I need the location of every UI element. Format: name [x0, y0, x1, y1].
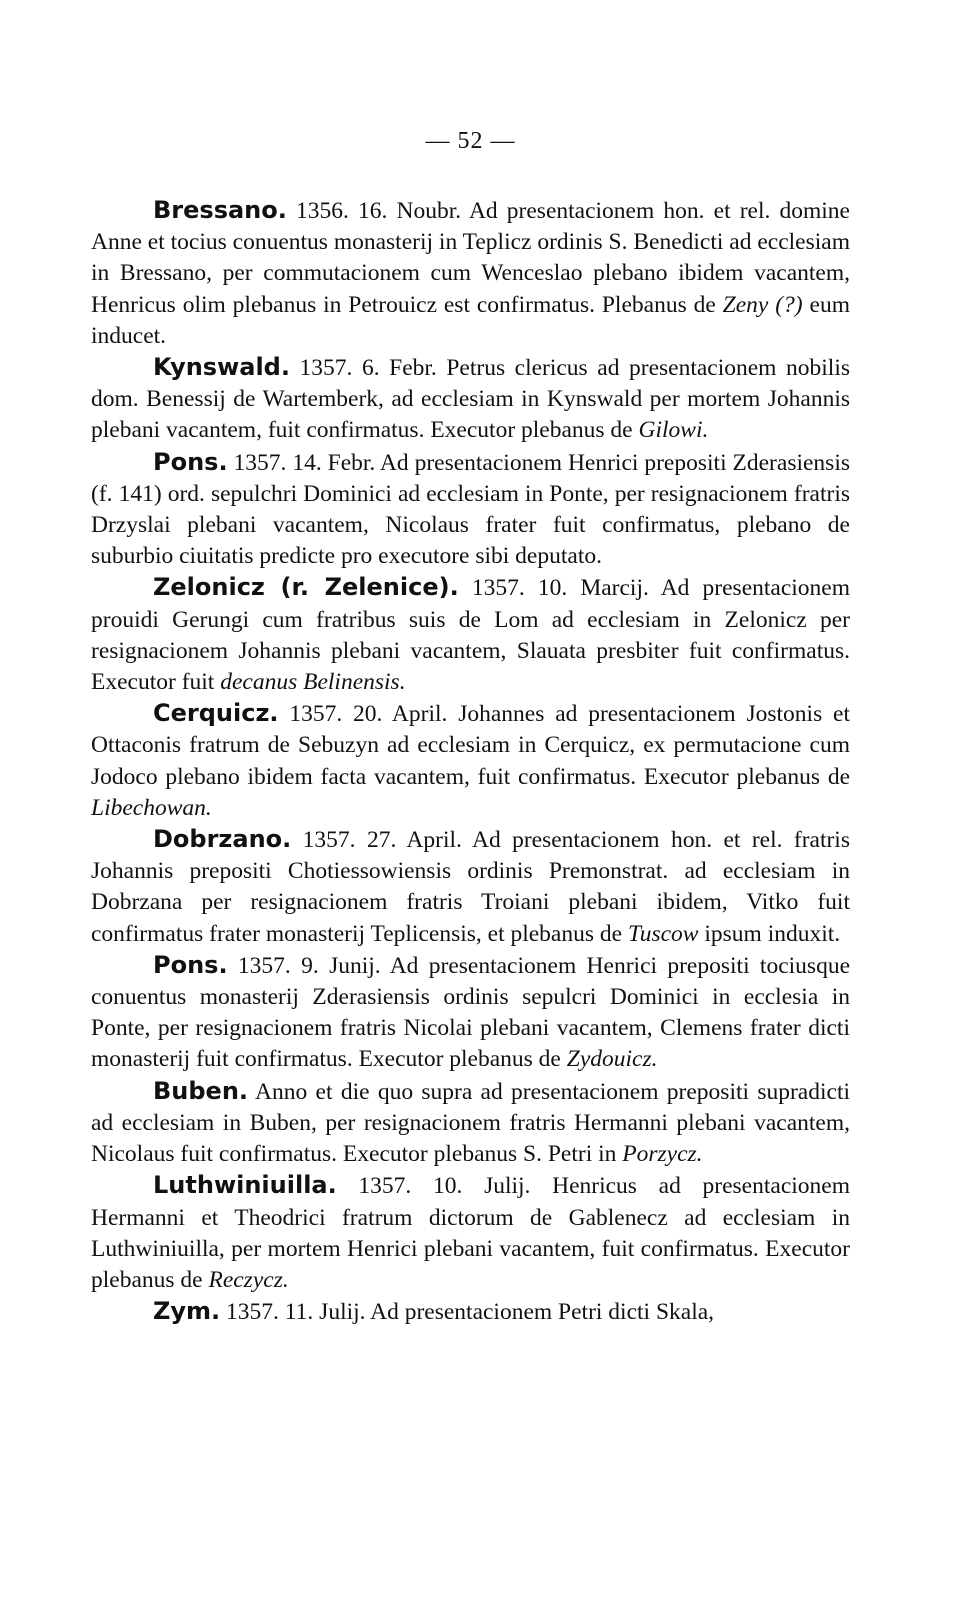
- entry-italic: Libechowan.: [91, 794, 212, 821]
- entry-italic: decanus Belinensis.: [220, 669, 406, 696]
- entry-dobrzano: [91, 824, 850, 950]
- entry-pons-2: [91, 950, 850, 1076]
- entry-text: Anno et die quo supra ad presentacionem prepositi supradicti ad ecclesiam in Buben, per resignacionem fratris Hermanni plebani vacantem, Nicolaus fuit confirmatus. Executor plebanus S. Petri in: [91, 1078, 850, 1168]
- entry-text-end: ipsum induxit.: [698, 920, 841, 947]
- entry-text: 1357. 10. Marcij. Ad presentacionem prouidi Gerungi cum fratribus suis de Lom ad ecclesiam in Zelonicz per resignacionem Johannis plebani vacantem, Slauata presbiter fuit confirmatus. Executor fuit: [91, 575, 851, 696]
- entry-text: 1357. 11. Julij. Ad presentacionem Petri dicti Skala,: [220, 1299, 715, 1326]
- entry-italic: Porzycz.: [622, 1141, 703, 1168]
- entry-text-end: eum inducet.: [91, 291, 850, 349]
- entry-text: 1357. 10. Julij. Henricus ad presentacionem Hermanni et Theodrici fratrum dictorum de Gablenecz ad ecclesiam in Luthwiniuilla, per mortem Henrici plebani vacantem, fuit confirmatus. Executor plebanus de: [91, 1173, 850, 1293]
- entry-italic: Zydouicz.: [566, 1046, 658, 1073]
- place-name: Kynswald.: [153, 353, 290, 382]
- entry-italic: Zeny (?): [722, 291, 803, 318]
- entries-text: [91, 195, 850, 1328]
- entry-text: 1357. 20. April. Johannes ad presentacionem Jostonis et Ottaconis fratrum de Sebuzyn ad ecclesiam in Cerquicz, ex permutacione cum Jodoco plebano ibidem facta vacantem, fuit confirmatus. Executor plebanus de: [91, 701, 850, 790]
- entry-kynswald: [91, 352, 850, 447]
- entry-luthwiniuilla: [91, 1170, 850, 1296]
- entry-cerquicz: [91, 698, 850, 824]
- entry-zym: [91, 1296, 850, 1328]
- entry-text: 1357. 14. Febr. Ad presentacionem Henrici prepositi Zderasiensis (f. 141) ord. sepulchri Dominici ad ecclesiam in Ponte, per resignacionem fratris Drzyslai plebani vacantem, Nicolaus frater fuit confirmatus, plebano de suburbio ciuitatis predicte pro executore sibi deputato.: [91, 449, 850, 570]
- entry-italic: Reczycz.: [208, 1266, 289, 1293]
- place-name: Pons.: [153, 447, 228, 476]
- place-name: Luthwiniuilla.: [153, 1171, 337, 1200]
- entry-buben: [91, 1076, 850, 1171]
- place-name: Dobrzano.: [153, 825, 292, 854]
- place-name: Pons.: [153, 950, 228, 979]
- place-name: Cerquicz.: [153, 699, 279, 728]
- page-number: — 52 —: [425, 128, 516, 154]
- entry-text: 1357. 9. Junij. Ad presentacionem Henrici prepositi tociusque conuentus monasterij Zderasiensis ordinis sepulcri Dominici in ecclesia in Ponte, per resignacionem fratris Nicolai plebani vacantem, Clemens frater dicti monasterij fuit confirmatus. Executor plebanus de: [91, 952, 850, 1073]
- entry-italic: Tuscow: [627, 920, 699, 947]
- place-name: Zelonicz (r. Zelenice).: [153, 573, 459, 602]
- entry-text: 1357. 27. April. Ad presentacionem hon. et rel. fratris Johannis prepositi Chotiessowiensis ordinis Premonstrat. ad ecclesiam in Dobrzana per resignacionem fratris Troiani plebani ibidem, Vitko fuit confirmatus frater monasterij Teplicensis, et plebanus de: [91, 827, 850, 947]
- entry-zelonicz: [91, 572, 850, 698]
- entry-text: 1356. 16. Noubr. Ad presentacionem hon. et rel. domine Anne et tocius conuentus monasterij in Teplicz ordinis S. Benedicti ad ecclesiam in Bressano, per commutacionem cum Wenceslao plebano ibidem vacantem, Henricus olim plebanus in Petrouicz est confirmatus. Plebanus de: [91, 198, 850, 318]
- place-name: Zym.: [153, 1297, 221, 1326]
- entry-pons-1: [91, 447, 850, 573]
- entry-text: 1357. 6. Febr. Petrus clericus ad presentacionem nobilis dom. Benessij de Wartemberk, ad ecclesiam in Kynswald per mortem Johannis plebani vacantem, fuit confirmatus. Executor plebanus de: [91, 355, 850, 444]
- entry-italic: Gilowi.: [638, 417, 709, 444]
- place-name: Bressano.: [153, 196, 287, 224]
- place-name: Buben.: [153, 1076, 249, 1105]
- entry-bressano: [91, 195, 850, 352]
